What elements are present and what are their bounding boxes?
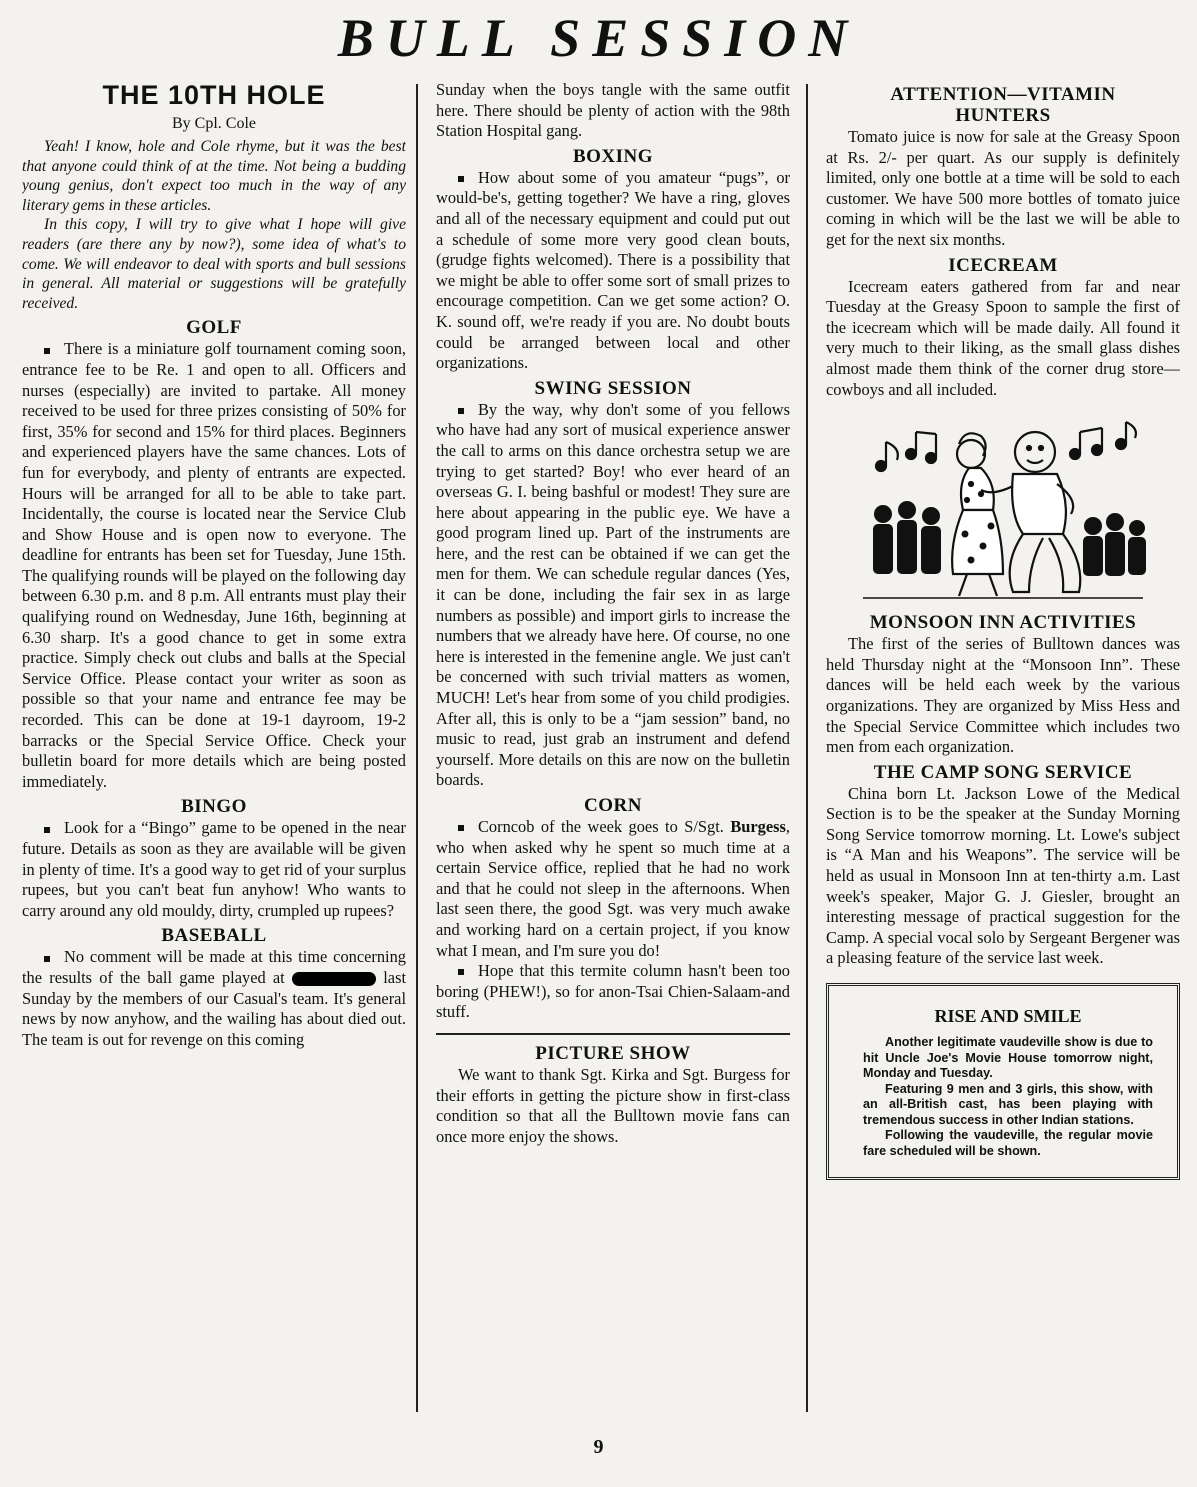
icecream-text: Icecream eaters gathered from far and near Tuesday at the Greasy Spoon to sample the first of the icecream which will be made daily. All found it very much to their liking, as the small glass dishes almost made them think of the corner drug store—cowboys and all included. [826, 276, 1180, 399]
masthead: BULL SESSION [337, 8, 860, 68]
bullet-icon [44, 348, 50, 354]
section-heading-song: THE CAMP SONG SERVICE [873, 761, 1133, 783]
monsoon-text: The first of the series of Bulltown dances was held Thursday night at the “Monsoon Inn”. These dances will be held each week by the various organizations. They are organized by Miss Hess and the Special Service Committee which includes two men from each organization. [826, 634, 1180, 757]
swing-text: By the way, why don't some of you fellows who have had any sort of musical experience answer the call to arms on this dance orchestra setup we are trying to get started? Boy! who ever heard of an overseas G. I. being bashful or modest! They sure are here about appearing in the public eye. We have a good program lined up. Part of the instruments are here, and the rest can be obtained if we can get the men for them. We can schedule regular dances (Yes, it can be done, including the fair sex in as large numbers as possible) and import girls to increase the numbers that we already have here. Of course, no one here is interested in the femenine angle. We just can't be concerned with such trivial matters as women, MUCH! Let's hear from some of you child prodigies. After all, this is only to be a “jam session” band, no music to read, just grab an instrument and defend yourself. More details on this are now on the bulletin boards. [436, 399, 790, 790]
bullet-icon [458, 969, 464, 975]
section-heading-baseball: BASEBALL [161, 925, 267, 947]
column-1 [22, 80, 406, 1050]
column-3 [826, 80, 1180, 1180]
picture-text: We want to thank Sgt. Kirka and Sgt. Burgess for their efforts in getting the picture show in first-class condition so that all the Bulltown movie fans can once more enjoy the shows. [436, 1064, 790, 1146]
corn-text-2: Hope that this termite column hasn't been too boring (PHEW!), so for anon-Tsai Chien-Salaam-and stuff. [436, 961, 790, 1022]
golf-text: There is a miniature golf tournament coming soon, entrance fee to be Re. 1 and open to all. Officers and nurses (especially) are invited to partake. All money received to be used for three prizes consisting of 50% for first, 35% for second and 15% for third places. Beginners and experienced players have the same chances. Lots of fun for everybody, and plenty of entrants are expected. Hours will be arranged for all to be able to take part. Incidentally, the course is located near the Service Club and Show House and is open now to everyone. The deadline for entrants has been set for Tuesday, June 15th. The qualifying rounds will be played on the following day between 6.30 p.m. and 8 p.m. All entrants must play their qualifying round on Wednesday, June 16th, beginning at 6.30 sharp. It's a good chance to get in some extra practice. Simply check out clubs and balls at the Special Service Office. Please contact your writer as soon as possible so that your name and entrance fee may be recorded. This can be done at 19-1 dayroom, 19-2 barracks or the Special Service Office. Check your bulletin board for more details which are being posted immediately. [22, 339, 406, 791]
section-heading-golf: GOLF [186, 317, 242, 339]
box-paragraph: Following the vaudeville, the regular movie fare scheduled will be shown. [863, 1128, 1153, 1158]
column-rule [806, 84, 808, 1412]
column-rule [416, 84, 418, 1412]
box-paragraph: Featuring 9 men and 3 girls, this show, with an all-British cast, has been playing with tremendous success in other Indian stations. [863, 1081, 1153, 1127]
bullet-icon [458, 176, 464, 182]
song-text: China born Lt. Jackson Lowe of the Medical Section is to be the speaker at the Sunday Morning Song Service tomorrow morning. Lt. Lowe's subject is “A Man and his Weapons”. The service will be held as usual in Monsoon Inn at ten-thirty a.m. Last week's speaker, Major G. J. Giesler, brought an interesting message of practical suggestion for the Camp. A special vocal solo by Sergeant Bergener was a pleasing feature of the service last week. [826, 783, 1180, 968]
bingo-text: Look for a “Bingo” game to be opened in the near future. Details as soon as they are available will be given in plenty of time. It's a good way to get rid of your surplus rupees, but you can't beat fun anyhow! Who wants to carry around any old mouldy, dirty, crumpled up rupees? [22, 818, 406, 920]
bullet-icon [458, 825, 464, 831]
section-heading-picture: PICTURE SHOW [535, 1042, 691, 1064]
boxing-text: How about some of you amateur “pugs”, or would-be's, getting together? We have a ring, gloves and all of the necessary equipment and could put out a schedule of some more very good clean bouts, (grudge fights welcomed). There is a possibility that we might be able to offer some sort of small prizes to encourage competition. Can we get some action? O. K. sound off, we're ready if you are. No doubt bouts could be arranged between local and other organizations. [436, 167, 790, 373]
bullet-icon [44, 956, 50, 962]
rise-and-smile-box [826, 983, 1180, 1180]
section-heading-vitamin: ATTENTION—VITAMIN HUNTERS [890, 84, 1116, 126]
intro-paragraph: In this copy, I will try to give what I hope will give readers (are there any by now?), some idea of what's to come. We will endeavor to deal with sports and bull sessions in general. All material or suggestions will be gratefully received. [22, 216, 406, 312]
dancing-couple-illustration [853, 414, 1153, 604]
article-title: THE 10TH HOLE [102, 80, 326, 110]
column-2 [436, 80, 790, 1147]
corn-name: Burgess [730, 817, 786, 836]
section-heading-corn: CORN [584, 795, 642, 816]
page-number: 9 [593, 1436, 604, 1458]
box-paragraph: Another legitimate vaudeville show is due to hit Uncle Joe's Movie House tomorrow night, Monday and Tuesday. [863, 1035, 1153, 1081]
redaction-mark [292, 972, 376, 986]
divider [436, 1033, 790, 1035]
baseball-text: No comment will be made at this time concerning the results of the ball game played at last Sunday by the members of our Casual's team. It's general news by now anyhow, and the wailing has about died out. The team is out for revenge on this coming [22, 947, 406, 1049]
corn-text: Corncob of the week goes to S/Sgt. Burgess, who when asked why he spent so much time at a certain Service office, replied that he had no work and that he could not sleep in the afternoons. When last seen there, the good Sgt. was very much awake and working hard on a certain project, if you know what I mean, and I'm sure you do! [436, 817, 790, 960]
section-heading-boxing: BOXING [572, 145, 654, 167]
intro-paragraph: Yeah! I know, hole and Cole rhyme, but it was the best that anyone could think of at the time. Not being a budding young genius, don't expect too much in the way of any literary gems in these articles. [22, 138, 406, 214]
vitamin-text: Tomato juice is now for sale at the Greasy Spoon at Rs. 2/- per quart. As our supply is definitely limited, only one bottle at a time will be sold to each customer. We have 500 more bottles of tomato juice coming in which will be the last we will be able to get for the next six months. [826, 127, 1180, 249]
bullet-icon [44, 827, 50, 833]
box-heading: RISE AND SMILE [934, 1006, 1082, 1027]
section-heading-monsoon: MONSOON INN ACTIVITIES [869, 612, 1137, 634]
section-heading-bingo: BINGO [181, 796, 247, 818]
bullet-icon [458, 408, 464, 414]
section-heading-icecream: ICECREAM [948, 254, 1058, 276]
byline: By Cpl. Cole [171, 115, 256, 132]
intro [22, 137, 406, 313]
section-heading-swing: SWING SESSION [534, 377, 692, 399]
continued-text: Sunday when the boys tangle with the same outfit here. There should be plenty of action with the 98th Station Hospital gang. [436, 80, 790, 141]
